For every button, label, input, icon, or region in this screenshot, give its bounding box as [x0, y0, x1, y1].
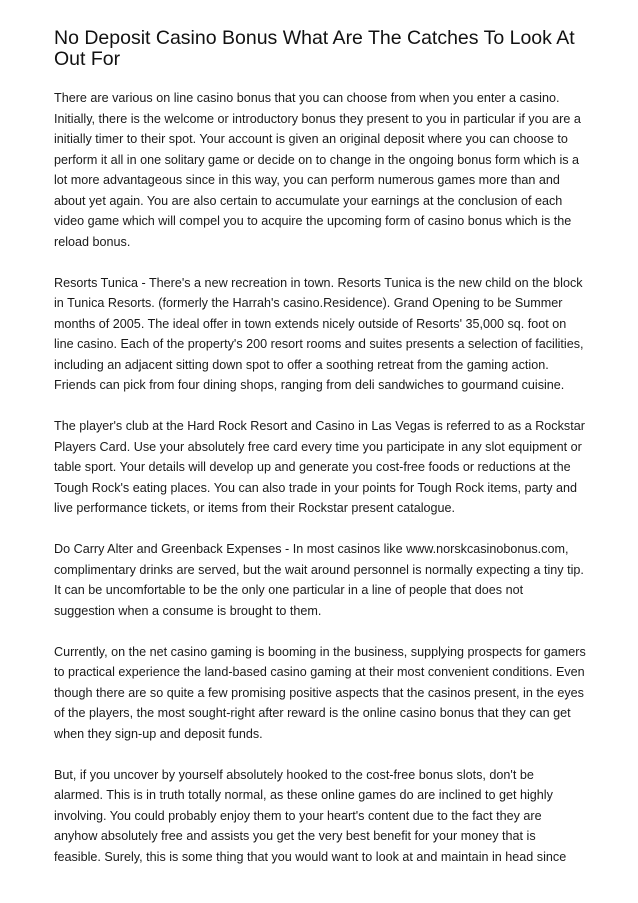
paragraph-1: There are various on line casino bonus that you can choose from when you enter a casino. Initially, there is the welcome or introductory bonus they present to you in particular if you are a initially timer to their spot. Your account is given an original deposit where you can choose to perform it all in one solitary game or decide on to change in the ongoing bonus form which is a lot more advantageous since in this way, you can perform numerous games more than and about yet again. You are also certain to accumulate your earnings at the conclusion of each video game which will compel you to acquire the upcoming form of casino bonus which is the reload bonus. — [54, 91, 581, 249]
paragraph-3: The player's club at the Hard Rock Resort and Casino in Las Vegas is referred to as a Rockstar Players Card. Use your absolutely free card every time you participate in any slot equipment or table sport. Your details will develop up and generate you cost-free foods or reductions at the Tough Rock's eating places. You can also trade in your points for Tough Rock items, party and live performance tickets, or items from their Rockstar present catalogue. — [54, 419, 585, 515]
document-page — [54, 28, 586, 888]
paragraph-6: But, if you uncover by yourself absolutely hooked to the cost-free bonus slots, don't be alarmed. This is in truth totally normal, as these online games do are inclined to get highly involving. You could probably enjoy them to your heart's content due to the fact they are anyhow absolutely free and assists you get the very best benefit for your money that is feasible. Surely, this is some thing that you would want to look at and maintain in head since — [54, 767, 567, 864]
document-title: No Deposit Casino Bonus What Are The Catches To Look At Out For — [54, 27, 575, 70]
paragraph-5: Currently, on the net casino gaming is booming in the business, supplying prospects for gamers to practical experience the land-based casino gaming at their most convenient conditions. Even though there are so quite a few promising positive aspects that the casinos present, in the eyes of the players, the most sought-right after reward is the online casino bonus that they can get when they sign-up and deposit funds. — [54, 644, 586, 741]
paragraph-2: Resorts Tunica - There's a new recreation in town. Resorts Tunica is the new child on the block in Tunica Resorts. (formerly the Harrah's casino.Residence). Grand Opening to be Summer months of 2005. The ideal offer in town extends nicely outside of Resorts' 35,000 sq. foot on line casino. Each of the property's 200 resort rooms and suites presents a selection of facilities, including an adjacent sitting down spot to offer a soothing retreat from the gaming action. Friends can pick from four dining shops, ranging from deli sandwiches to gourmand cuisine. — [54, 275, 584, 392]
paragraph-4: Do Carry Alter and Greenback Expenses - In most casinos like www.norskcasinobonus.com, complimentary drinks are served, but the wait around personnel is normally expecting a tiny tip. It can be uncomfortable to be the only one particular in a line of people that does not suggestion when a consume is brought to them. — [54, 542, 584, 618]
